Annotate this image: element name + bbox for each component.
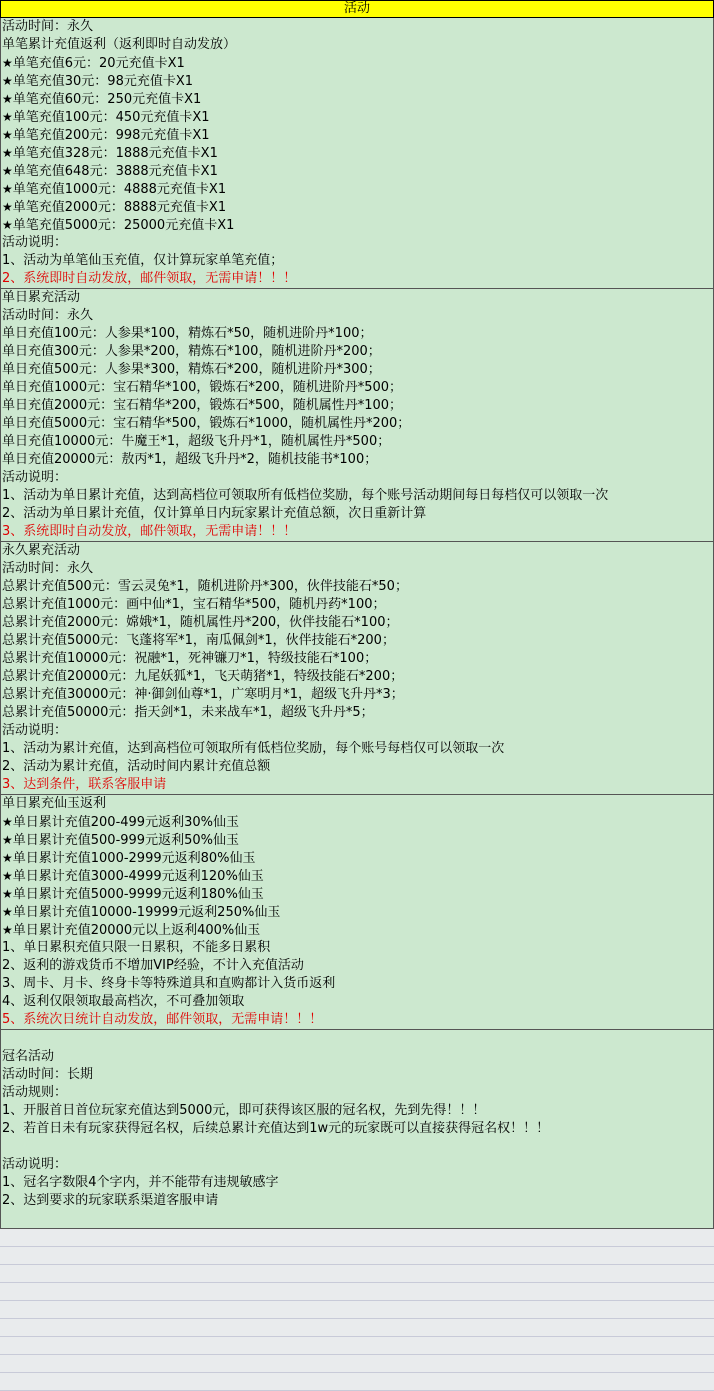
text-line [1,831,713,849]
text-line [1,72,713,90]
blank-line [1,1138,713,1156]
line-text: 单日累计充值5000-9999元返利180%仙玉 [12,887,264,902]
text-line [1,921,713,939]
text-line [1,54,713,72]
star-icon: ★ [2,887,13,901]
text-line [1,650,713,668]
text-line [1,162,713,180]
text-line [1,867,713,885]
star-icon: ★ [2,128,13,142]
text-line [1,722,713,740]
empty-cell-row[interactable] [0,1355,714,1373]
line-text: 总累计充值1000元：画中仙*1，宝石精华*500，随机丹药*100； [2,597,386,612]
line-text: 1、单日累积充值只限一日累积，不能多日累积 [2,940,271,955]
line-text: 单日累充仙玉返利 [2,796,107,811]
line-text: 单日充值5000元：宝石精华*500，锻炼石*1000，随机属性丹*200； [2,416,411,431]
line-text: 3、系统即时自动发放，邮件领取，无需申请！！！ [2,524,297,539]
empty-cell-row[interactable] [0,1265,714,1283]
line-text: 2、若首日未有玩家获得冠名权，后续总累计充值达到1w元的玩家既可以直接获得冠名权！！！ [2,1121,550,1136]
text-line [1,289,713,307]
blank-line [1,1210,713,1228]
text-line [1,795,713,813]
text-line [1,542,713,560]
line-text: 1、活动为累计充值，达到高档位可领取所有低档位奖励，每个账号每档仅可以领取一次 [2,741,505,756]
line-text: 永久累充活动 [2,543,81,558]
star-icon: ★ [2,851,13,865]
blank-line [1,1030,713,1048]
line-text: 活动说明： [2,235,68,250]
text-line [1,234,713,252]
text-line [1,1066,713,1084]
line-text: 单日累计充值200-499元返利30%仙玉 [12,815,239,830]
line-text: 单日累计充值1000-2999元返利80%仙玉 [12,851,256,866]
line-text: 1、冠名字数限4个字内，并不能带有违规敏感字 [2,1175,279,1190]
star-icon: ★ [2,905,13,919]
line-text: 单日充值1000元：宝石精华*100，锻炼石*200，随机进阶丹*500； [2,380,403,395]
line-text: 单笔充值5000元：25000元充值卡X1 [12,218,235,233]
text-line [1,1011,713,1029]
star-icon: ★ [2,164,13,178]
empty-cell-row[interactable] [0,1337,714,1355]
line-text: 1、活动为单日累计充值，达到高档位可领取所有低档位奖励，每个账号活动期间每日每档仅可以领取一次 [2,488,609,503]
activity-section[interactable] [0,795,714,1030]
line-text: 活动时间：永久 [2,561,94,576]
star-icon: ★ [2,200,13,214]
text-line [1,939,713,957]
line-text: 活动说明： [2,1157,68,1172]
text-line [1,325,713,343]
line-text: 单日充值2000元：宝石精华*200，锻炼石*500，随机属性丹*100； [2,398,403,413]
text-line [1,379,713,397]
line-text: 总累计充值20000元：九尾妖狐*1，飞天萌猪*1，特级技能石*200； [2,669,404,684]
text-line [1,1156,713,1174]
text-line [1,1102,713,1120]
line-text: 单日累计充值3000-4999元返利120%仙玉 [12,869,264,884]
text-line [1,90,713,108]
line-text: 5、系统次日统计自动发放，邮件领取，无需申请！！！ [2,1012,323,1027]
activity-section[interactable] [0,18,714,289]
text-line [1,560,713,578]
line-text: 3、周卡、月卡、终身卡等特殊道具和直购都计入货币返利 [2,976,336,991]
text-line [1,813,713,831]
text-line [1,614,713,632]
text-line [1,36,713,54]
star-icon: ★ [2,182,13,196]
line-text: 活动时间：永久 [2,308,94,323]
activity-section[interactable] [0,542,714,795]
line-text: 1、开服首日首位玩家充值达到5000元，即可获得该区服的冠名权，先到先得！！！ [2,1103,486,1118]
line-text: 单笔充值200元：998元充值卡X1 [12,128,210,143]
line-text: 2、系统即时自动发放，邮件领取，无需申请！！！ [2,271,297,286]
star-icon: ★ [2,110,13,124]
text-line [1,126,713,144]
text-line [1,397,713,415]
text-line [1,704,713,722]
line-text: 单日累充活动 [2,290,81,305]
empty-cell-row[interactable] [0,1283,714,1301]
line-text: 3、达到条件，联系客服申请 [2,777,167,792]
star-icon: ★ [2,74,13,88]
line-text: 单笔累计充值返利（返利即时自动发放） [2,37,237,52]
line-text: 冠名活动 [2,1049,55,1064]
line-text: 单日累计充值10000-19999元返利250%仙玉 [12,905,281,920]
empty-rows [0,1229,714,1391]
empty-cell-row[interactable] [0,1247,714,1265]
text-line [1,487,713,505]
text-line [1,18,713,36]
text-line [1,433,713,451]
star-icon: ★ [2,869,13,883]
line-text: 活动规则： [2,1085,68,1100]
text-line [1,758,713,776]
line-text: 单笔充值1000元：4888元充值卡X1 [12,182,227,197]
star-icon: ★ [2,833,13,847]
text-line [1,198,713,216]
sections-container [0,18,714,1229]
text-line [1,469,713,487]
empty-cell-row[interactable] [0,1301,714,1319]
text-line [1,668,713,686]
text-line [1,307,713,325]
text-line [1,975,713,993]
empty-cell-row[interactable] [0,1229,714,1247]
star-icon: ★ [2,56,13,70]
line-text: 2、活动为累计充值，活动时间内累计充值总额 [2,759,271,774]
text-line [1,505,713,523]
line-text: 单日充值500元：人参果*300，精炼石*200，随机进阶丹*300； [2,362,381,377]
text-line [1,343,713,361]
header-title: 活动 [343,1,370,16]
text-line [1,993,713,1011]
empty-cell-row[interactable] [0,1373,714,1391]
text-line [1,270,713,288]
text-line [1,1084,713,1102]
text-line [1,1174,713,1192]
line-text: 单笔充值6元：20元充值卡X1 [12,56,185,71]
star-icon: ★ [2,146,13,160]
text-line [1,1048,713,1066]
line-text: 单日累计充值500-999元返利50%仙玉 [12,833,239,848]
text-line [1,451,713,469]
activity-section[interactable] [0,289,714,542]
line-text: 4、返利仅限领取最高档次，不可叠加领取 [2,994,245,1009]
text-line [1,632,713,650]
activity-section[interactable] [0,1030,714,1229]
line-text: 2、活动为单日累计充值，仅计算单日内玩家累计充值总额，次日重新计算 [2,506,427,521]
line-text: 活动时间：长期 [2,1067,94,1082]
line-text: 单笔充值30元：98元充值卡X1 [12,74,194,89]
empty-cell-row[interactable] [0,1319,714,1337]
text-line [1,740,713,758]
text-line [1,885,713,903]
text-line [1,361,713,379]
line-text: 单笔充值60元：250元充值卡X1 [12,92,202,107]
line-text: 总累计充值2000元：嫦娥*1，随机属性丹*200，伙伴技能石*100； [2,615,399,630]
line-text: 单日充值100元：人参果*100，精炼石*50，随机进阶丹*100； [2,326,373,341]
line-text: 单日充值10000元：牛魔王*1，超级飞升丹*1，随机属性丹*500； [2,434,391,449]
line-text: 2、达到要求的玩家联系渠道客服申请 [2,1193,219,1208]
text-line [1,849,713,867]
text-line [1,415,713,433]
text-line [1,252,713,270]
text-line [1,578,713,596]
star-icon: ★ [2,92,13,106]
line-text: 活动说明： [2,470,68,485]
star-icon: ★ [2,923,13,937]
line-text: 活动说明： [2,723,68,738]
star-icon: ★ [2,815,13,829]
line-text: 总累计充值500元：雪云灵兔*1，随机进阶丹*300，伙伴技能石*50； [2,579,408,594]
text-line [1,1120,713,1138]
sheet-header[interactable] [0,0,714,18]
line-text: 总累计充值10000元：祝融*1，死神镰刀*1，特级技能石*100； [2,651,378,666]
line-text: 单笔充值100元：450元充值卡X1 [12,110,210,125]
line-text: 活动时间：永久 [2,19,94,34]
line-text: 总累计充值50000元：指天剑*1，未来战车*1，超级飞升丹*5； [2,705,374,720]
line-text: 单日充值20000元：敖丙*1，超级飞升丹*2，随机技能书*100； [2,452,378,467]
text-line [1,180,713,198]
line-text: 总累计充值30000元：神·御剑仙尊*1，广寒明月*1，超级飞升丹*3； [2,687,404,702]
line-text: 2、返利的游戏货币不增加VIP经验，不计入充值活动 [2,958,304,973]
text-line [1,144,713,162]
text-line [1,523,713,541]
text-line [1,108,713,126]
line-text: 单日累计充值20000元以上返利400%仙玉 [12,923,261,938]
line-text: 总累计充值5000元：飞蓬将军*1，南瓜佩剑*1，伙伴技能石*200； [2,633,395,648]
text-line [1,776,713,794]
star-icon: ★ [2,218,13,232]
line-text: 单日充值300元：人参果*200，精炼石*100，随机进阶丹*200； [2,344,381,359]
line-text: 单笔充值2000元：8888元充值卡X1 [12,200,227,215]
text-line [1,216,713,234]
text-line [1,596,713,614]
text-line [1,903,713,921]
text-line [1,1192,713,1210]
line-text: 单笔充值648元：3888元充值卡X1 [12,164,218,179]
text-line [1,686,713,704]
line-text: 1、活动为单笔仙玉充值，仅计算玩家单笔充值； [2,253,284,268]
text-line [1,957,713,975]
line-text: 单笔充值328元：1888元充值卡X1 [12,146,218,161]
